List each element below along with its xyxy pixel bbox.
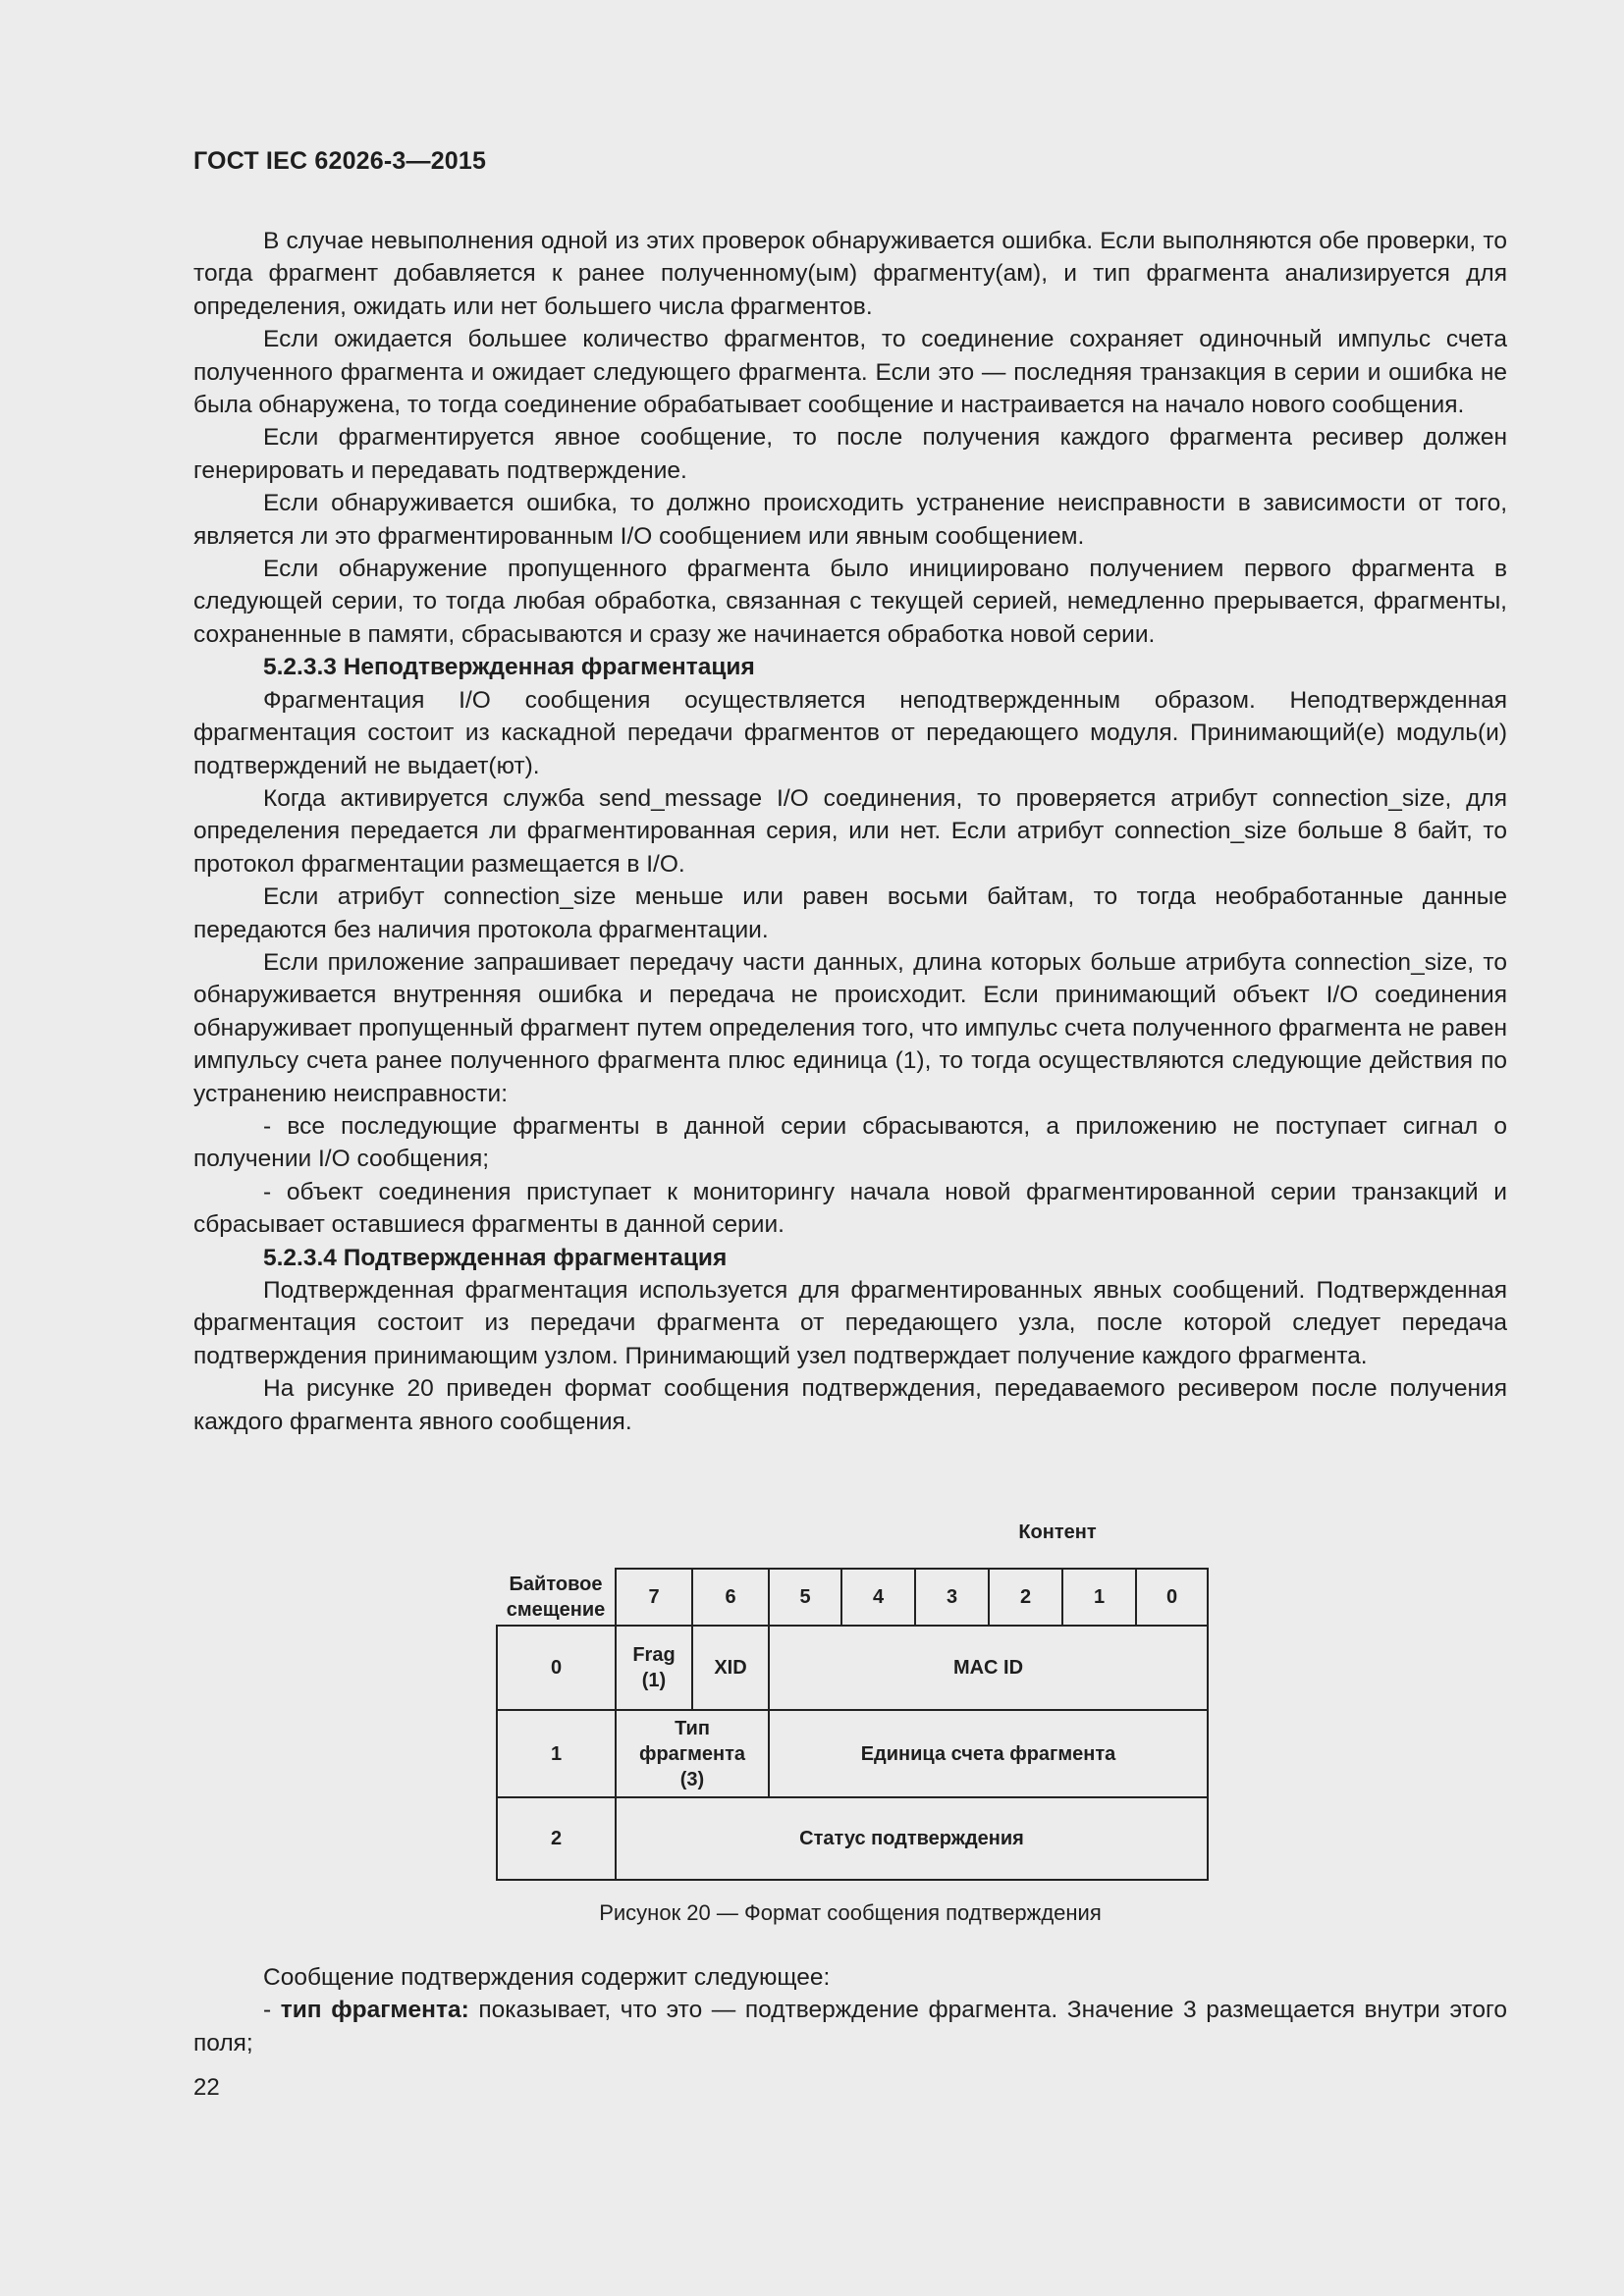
document-header: ГОСТ IEC 62026-3—2015: [193, 147, 487, 175]
paragraph: Если обнаруживается ошибка, то должно происходить устранение неисправности в зависимости от того, является ли это фрагментированным I/O сообщением или явным сообщением.: [193, 490, 1507, 550]
figure-20: [193, 1522, 1507, 1934]
page-number: 22: [193, 2074, 220, 2101]
paragraph: Если приложение запрашивает передачу части данных, длина которых больше атрибута connection_size, то обнаруживается внутренняя ошибка и передача не происходит. Если принимающий объект I/O соединения обнаруживает пропущенный фрагмент путем определения того, что импульс счета полученного фрагмента не равен импульсу счета ранее полученного фрагмента плюс единица (1), то тогда осуществляются следующие действия по устранению неисправности:: [193, 948, 1507, 1107]
paragraph: Подтвержденная фрагментация используется для фрагментированных явных сообщений. Подтвержденная фрагментация состоит из передачи фрагмента от передающего узла, после которой следует передача подтверждения принимающим узлом. Принимающий узел подтверждает получение каждого фрагмента.: [193, 1277, 1507, 1369]
list-item: - объект соединения приступает к мониторингу начала новой фрагментированной серии транзакций и сбрасывает оставшиеся фрагменты в данной серии.: [193, 1178, 1507, 1239]
bit-header: 2: [989, 1569, 1062, 1626]
body-text: [193, 225, 1507, 1438]
bit-header: 7: [616, 1569, 692, 1626]
bit-header: 4: [841, 1569, 915, 1626]
paragraph: На рисунке 20 приведен формат сообщения подтверждения, передаваемого ресивером после получения каждого фрагмента явного сообщения.: [193, 1375, 1507, 1435]
paragraph: Сообщение подтверждения содержит следующее:: [263, 1964, 831, 1991]
paragraph: Если обнаружение пропущенного фрагмента было инициировано получением первого фрагмента в следующей серии, то тогда любая обработка, связанная с текущей серией, немедленно прерывается, фрагменты, сохраненные в памяти, сбрасываются и сразу же начинается обработка новой серии.: [193, 556, 1507, 648]
bit-header: 0: [1136, 1569, 1208, 1626]
content-label: Контент: [1018, 1522, 1097, 1543]
after-figure-text: [193, 1961, 1507, 2059]
list-bullet: -: [263, 1997, 281, 2024]
section-heading-5-2-3-4: 5.2.3.4 Подтвержденная фрагментация: [263, 1244, 728, 1271]
term-fragment-type: тип фрагмента:: [280, 1997, 469, 2024]
paragraph: Если ожидается большее количество фрагментов, то соединение сохраняет одиночный импульс счета полученного фрагмента и ожидает следующего фрагмента. Если это — последняя транзакция в серии и ошибка не была обнаружена, то тогда соединение обрабатывает сообщение и настраивается на начало нового сообщения.: [193, 326, 1507, 419]
byte-offset-header: Байтовое смещение: [497, 1569, 616, 1626]
byte-offset-cell: 2: [497, 1797, 616, 1880]
message-format-table: [496, 1568, 1209, 1881]
bit-header: 3: [915, 1569, 989, 1626]
paragraph: Если фрагментируется явное сообщение, то после получения каждого фрагмента ресивер должен генерировать и передавать подтверждение.: [193, 424, 1507, 484]
bit-header: 1: [1062, 1569, 1136, 1626]
paragraph: Если атрибут connection_size меньше или равен восьми байтам, то тогда необработанные данные передаются без наличия протокола фрагментации.: [193, 883, 1507, 943]
ack-status-cell: Статус подтверждения: [616, 1797, 1208, 1880]
list-item: [193, 1994, 1507, 2059]
term-definition: показывает, что это — подтверждение фрагмента. Значение 3 размещается внутри этого поля;: [193, 1997, 1508, 2056]
byte-offset-cell: 0: [497, 1626, 616, 1710]
fragment-type-cell: Тип фрагмента (3): [616, 1710, 769, 1797]
mac-id-cell: MAC ID: [769, 1626, 1208, 1710]
bit-header: 6: [692, 1569, 769, 1626]
byte-offset-cell: 1: [497, 1710, 616, 1797]
paragraph: В случае невыполнения одной из этих проверок обнаруживается ошибка. Если выполняются обе проверки, то тогда фрагмент добавляется к ранее полученному(ым) фрагменту(ам), и тип фрагмента анализируется для определения, ожидать или нет большего числа фрагментов.: [193, 228, 1507, 320]
section-heading-5-2-3-3: 5.2.3.3 Неподтвержденная фрагментация: [263, 654, 755, 681]
paragraph: Фрагментация I/O сообщения осуществляется неподтвержденным образом. Неподтвержденная фрагментация состоит из каскадной передачи фрагментов от передающего модуля. Принимающий(е) модуль(и) подтверждений не выдает(ют).: [193, 686, 1507, 779]
fragment-count-cell: Единица счета фрагмента: [769, 1710, 1208, 1797]
frag-bit-cell: Frag (1): [616, 1626, 692, 1710]
paragraph: Когда активируется служба send_message I/O соединения, то проверяется атрибут connection_size, для определения передается ли фрагментированная серия, или нет. Если атрибут connection_size больше 8 байт, то протокол фрагментации размещается в I/O.: [193, 784, 1507, 878]
figure-caption: Рисунок 20 — Формат сообщения подтверждения: [599, 1900, 1102, 1925]
xid-cell: XID: [692, 1626, 769, 1710]
bit-header: 5: [769, 1569, 841, 1626]
list-item: - все последующие фрагменты в данной серии сбрасываются, а приложению не поступает сигнал о получении I/O сообщения;: [193, 1112, 1507, 1173]
